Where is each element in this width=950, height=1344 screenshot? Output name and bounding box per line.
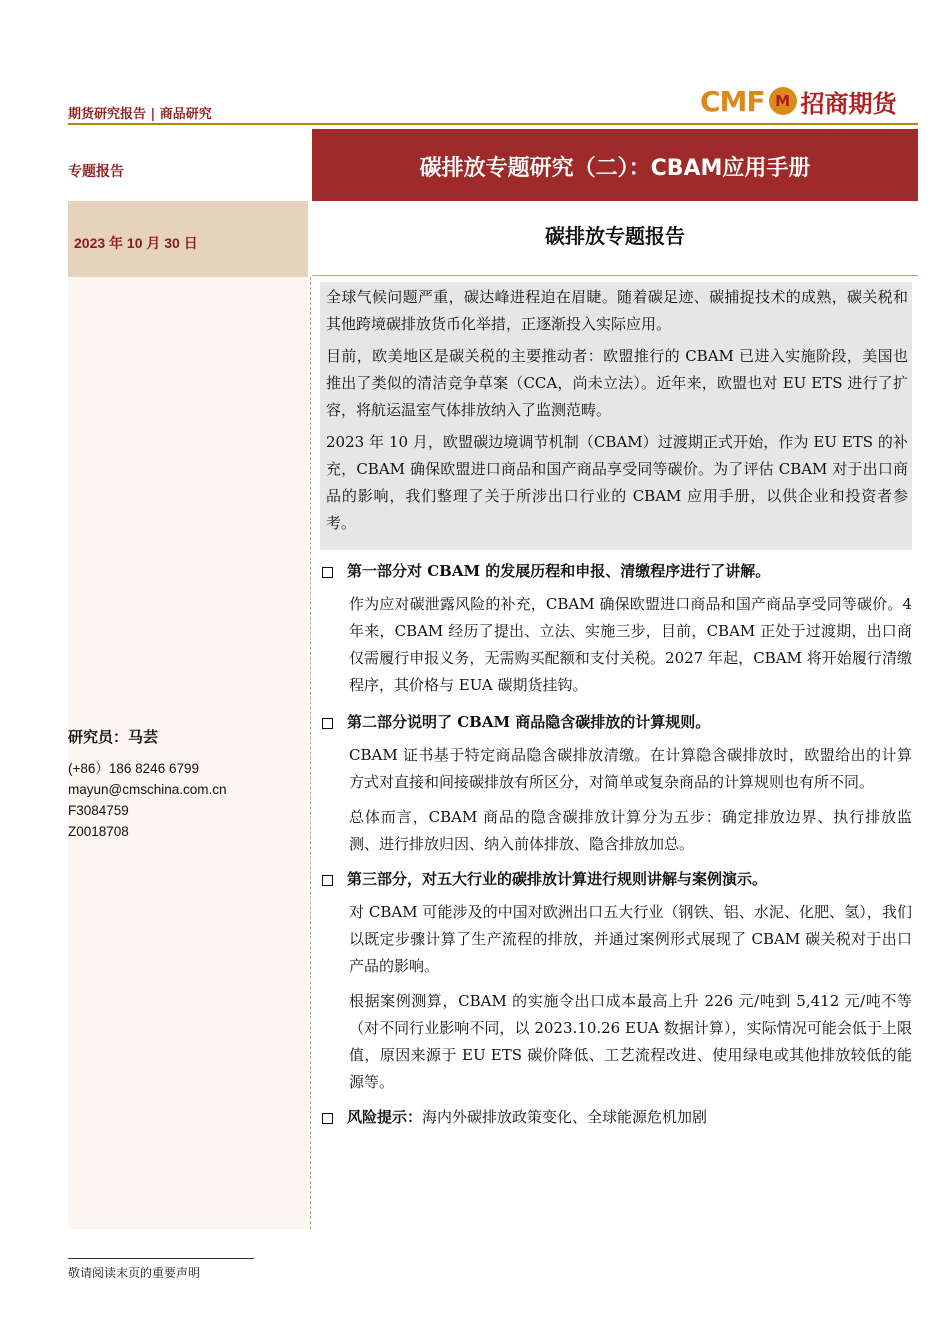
author-license-z: Z0018708 (68, 824, 129, 839)
logo-mark-icon: M (769, 87, 797, 115)
report-subtitle: 碳排放专题报告 (545, 224, 685, 248)
risk-warning (320, 1104, 912, 1131)
risk-text: 海内外碳排放政策变化、全球能源危机加剧 (422, 1108, 708, 1126)
section-heading: 第三部分，对五大行业的碳排放计算进行规则讲解与案例演示。 (320, 866, 912, 893)
section-heading: 第一部分对 CBAM 的发展历程和申报、清缴程序进行了讲解。 (320, 558, 912, 585)
summary-paragraph: 目前，欧美地区是碳关税的主要推动者：欧盟推行的 CBAM 已进入实施阶段，美国也推出了类似的清洁竞争草案（CCA，尚未立法）。近年来，欧盟也对 EU ETS 进行了扩容，将航运温室气体排放纳入了监测范畴。 (326, 347, 908, 419)
report-date: 2023 年 10 月 30 日 (74, 235, 198, 251)
section-paragraph: 根据案例测算，CBAM 的实施令出口成本最高上升 226 元/吨到 5,412 元/吨不等（对不同行业影响不同，以 2023.10.26 EUA 数据计算），实际情况可能会低于上限值，原因来源于 EU ETS 碳价降低、工艺流程改进、使用绿电或其他排放较低的能源等。 (349, 992, 912, 1091)
checkbox-bullet-icon (322, 567, 333, 578)
report-type-box (68, 125, 308, 201)
title-bar (312, 129, 918, 201)
main-content (320, 556, 912, 1137)
left-sidebar (68, 277, 308, 1229)
footer-divider (68, 1258, 254, 1259)
summary-box (320, 282, 912, 550)
date-box (68, 201, 308, 277)
logo-cmf-text: CMF (700, 84, 765, 118)
summary-paragraph: 全球气候问题严重，碳达峰进程迫在眉睫。随着碳足迹、碳捕捉技术的成熟，碳关税和其他跨境碳排放货币化举措，正逐渐投入实际应用。 (326, 288, 908, 333)
report-title: 碳排放专题研究（二）：CBAM应用手册 (419, 156, 811, 181)
author-phone: (+86）186 8246 6799 (68, 761, 199, 776)
section-paragraph: 作为应对碳泄露风险的补充，CBAM 确保欧盟进口商品和国产商品享受同等碳价。4 年来，CBAM 经历了提出、立法、实施三步，目前，CBAM 正处于过渡期，出口商仅需履行申报义务，无需购买配额和支付关税。2027 年起，CBAM 将开始履行清缴程序，其价格与 EUA 碳期货挂钩。 (349, 595, 912, 694)
company-logo (700, 84, 897, 118)
checkbox-bullet-icon (322, 1113, 333, 1124)
report-type: 专题报告 (68, 164, 124, 180)
author-contact (68, 758, 227, 842)
summary-paragraph: 2023 年 10 月，欧盟碳边境调节机制（CBAM）过渡期正式开始，作为 EU ETS 的补充，CBAM 确保欧盟进口商品和国产商品享受同等碳价。为了评估 CBAM 对于出口商品的影响，我们整理了关于所涉出口行业的 CBAM 应用手册，以供企业和投资者参考。 (326, 433, 908, 532)
footer-disclaimer: 敬请阅读末页的重要声明 (68, 1266, 201, 1280)
logo-company-name: 招商期货 (800, 89, 897, 118)
section-paragraph: CBAM 证书基于特定商品隐含碳排放清缴。在计算隐含碳排放时，欧盟给出的计算方式对直接和间接碳排放有所区分，对简单或复杂商品的计算规则也有所不同。 (349, 746, 912, 791)
checkbox-bullet-icon (322, 718, 333, 729)
author-title: 研究员：马芸 (68, 728, 159, 746)
author-license-f: F3084759 (68, 803, 129, 818)
column-divider (310, 277, 311, 1229)
subtitle-divider (312, 275, 918, 276)
author-email[interactable]: mayun@cmschina.com.cn (68, 782, 227, 797)
checkbox-bullet-icon (322, 875, 333, 886)
section-heading: 第二部分说明了 CBAM 商品隐含碳排放的计算规则。 (320, 709, 912, 736)
section-paragraph: 对 CBAM 可能涉及的中国对欧洲出口五大行业（钢铁、铝、水泥、化肥、氢），我们以既定步骤计算了生产流程的排放，并通过案例形式展现了 CBAM 碳关税对于出口产品的影响。 (349, 903, 912, 975)
section-paragraph: 总体而言，CBAM 商品的隐含碳排放计算分为五步：确定排放边界、执行排放监测、进行排放归因、纳入前体排放、隐含排放加总。 (349, 808, 912, 853)
header-category: 期货研究报告 | 商品研究 (68, 107, 212, 122)
risk-label: 风险提示： (347, 1108, 423, 1126)
